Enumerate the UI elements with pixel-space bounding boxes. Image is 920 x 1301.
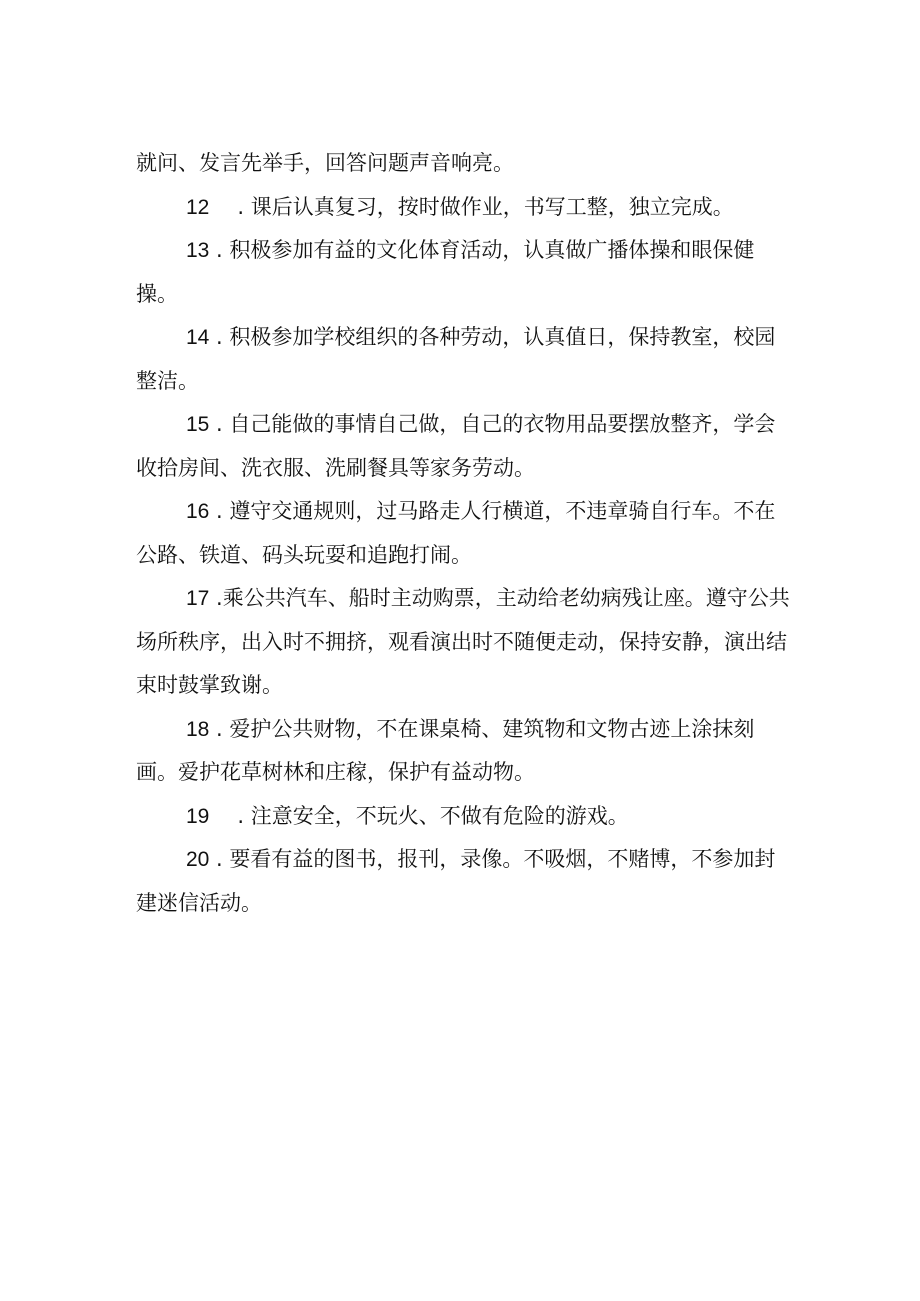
list-item-16 <box>136 490 796 577</box>
item-number: 17 <box>186 587 210 610</box>
item-number: 16 <box>186 500 210 523</box>
item-number: 18 <box>186 717 210 741</box>
item-number: 15 <box>186 413 210 436</box>
item-text: . 积极参加学校组织的各种劳动，认真值日，保持教室，校园整洁。 <box>136 325 776 393</box>
list-item-12 <box>136 186 796 230</box>
list-item-continuation <box>136 142 796 186</box>
item-text: . 遵守交通规则，过马路走人行横道，不违章骑自行车。不在公路、铁道、码头玩耍和追跑打闹。 <box>136 499 776 567</box>
list-item-13 <box>136 229 796 316</box>
list-item-20 <box>136 838 796 925</box>
item-number: 14 <box>186 326 210 349</box>
list-item-17 <box>136 577 796 708</box>
item-text: . 自己能做的事情自己做，自己的衣物用品要摆放整齐，学会收拾房间、洗衣服、洗刷餐具等家务劳动。 <box>136 412 776 480</box>
item-number: 19 <box>186 804 210 828</box>
item-text: .乘公共汽车、船时主动购票，主动给老幼病残让座。遵守公共场所秩序，出入时不拥挤，观看演出时不随便走动，保持安静，演出结束时鼓掌致谢。 <box>136 586 790 697</box>
item-number: 13 <box>186 239 210 262</box>
list-item-18 <box>136 708 796 795</box>
item-number: 12 <box>186 195 210 219</box>
item-text: . 注意安全，不玩火、不做有危险的游戏。 <box>237 803 629 828</box>
item-text: . 爱护公共财物，不在课桌椅、建筑物和文物古迹上涂抹刻画。爱护花草树林和庄稼，保护有益动物。 <box>136 716 755 784</box>
item-text: 就问、发言先举手，回答问题声音响亮。 <box>136 151 514 175</box>
item-number: 20 <box>186 848 210 871</box>
item-text: . 要看有益的图书，报刊，录像。不吸烟，不赌博，不参加封建迷信活动。 <box>136 847 776 915</box>
rules-list <box>136 142 796 925</box>
item-text: . 积极参加有益的文化体育活动，认真做广播体操和眼保健操。 <box>136 238 755 306</box>
list-item-14 <box>136 316 796 403</box>
item-text: . 课后认真复习，按时做作业，书写工整，独立完成。 <box>237 194 734 219</box>
list-item-19 <box>136 795 796 839</box>
list-item-15 <box>136 403 796 490</box>
